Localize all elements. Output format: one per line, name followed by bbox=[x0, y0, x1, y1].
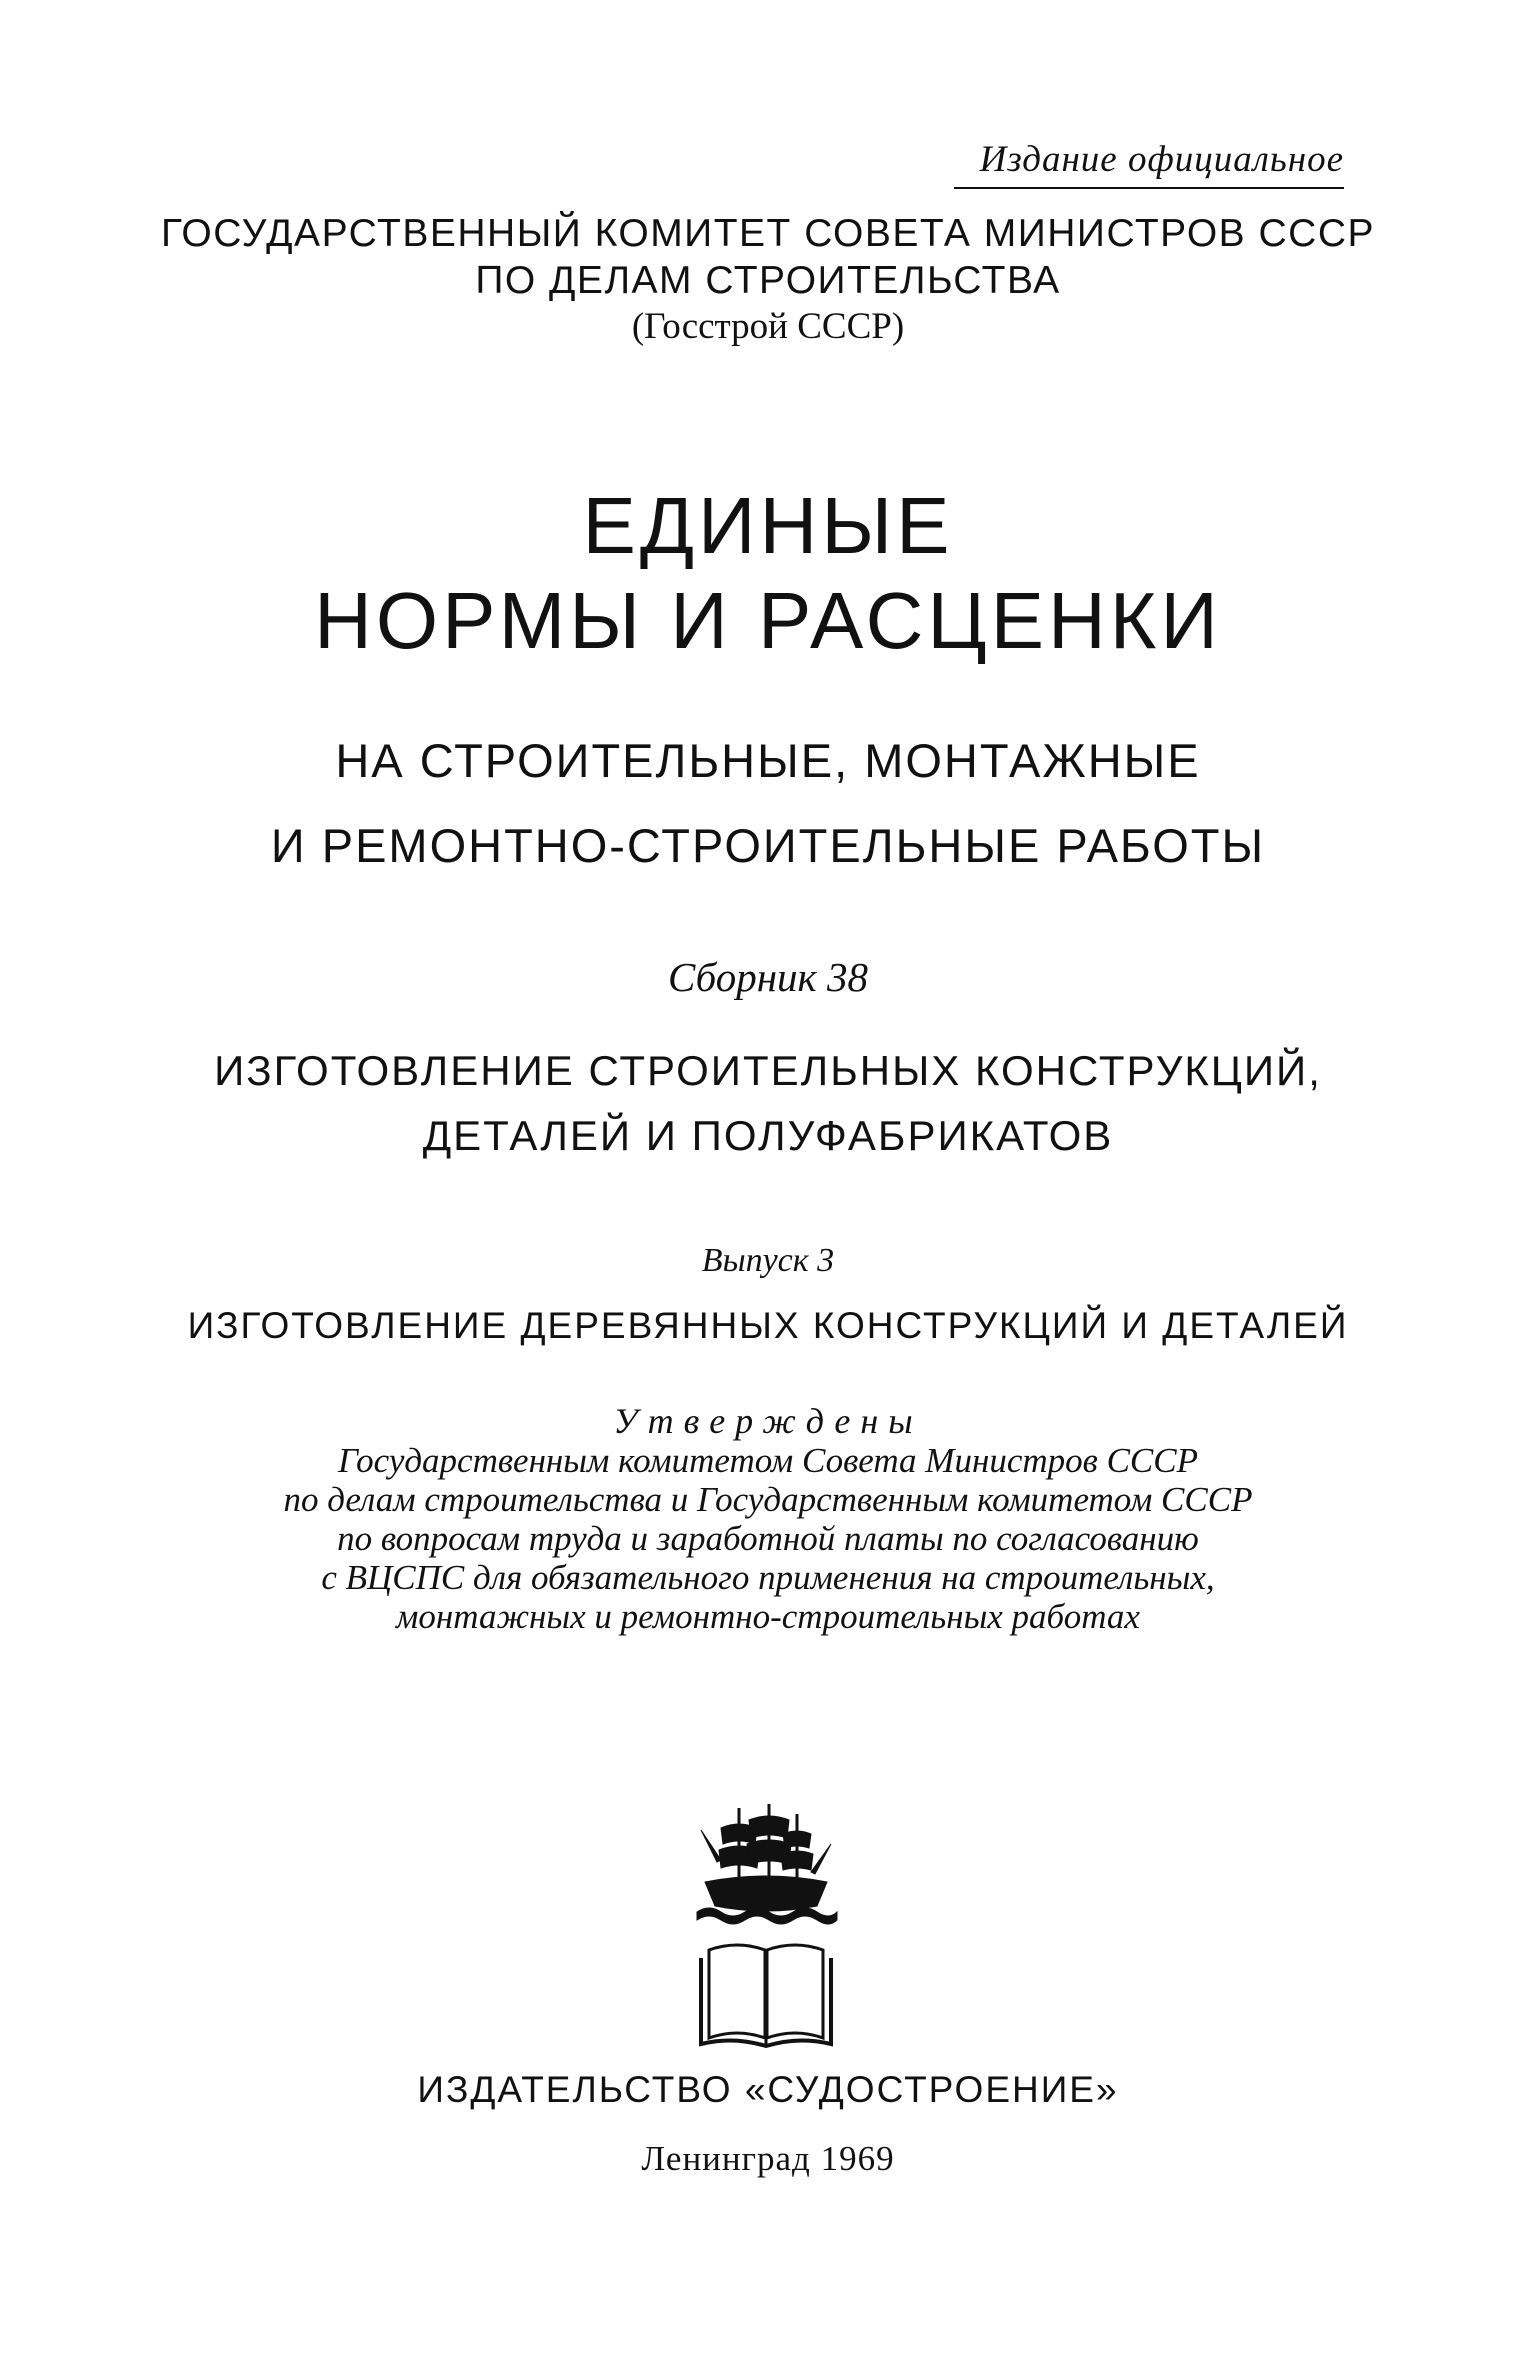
committee-abbreviation: (Госстрой СССР) bbox=[631, 306, 905, 347]
edition-note: Издание официальное bbox=[954, 138, 1344, 189]
publisher-name: ИЗДАТЕЛЬСТВО «СУДОСТРОЕНИЕ» bbox=[417, 2069, 1119, 2110]
approval-line-2: по делам строительства и Государственным комитетом СССР bbox=[283, 1480, 1253, 1519]
subtitle-line-2: И РЕМОНТНО-СТРОИТЕЛЬНЫЕ РАБОТЫ bbox=[270, 819, 1266, 872]
section-title-line-1: ИЗГОТОВЛЕНИЕ СТРОИТЕЛЬНЫХ КОНСТРУКЦИЙ, bbox=[214, 1047, 1322, 1094]
title-line-2: НОРМЫ И РАСЦЕНКИ bbox=[314, 576, 1222, 665]
approval-line-1: Государственным комитетом Совета Министров СССР bbox=[338, 1441, 1198, 1480]
title-line-1: ЕДИНЫЕ bbox=[582, 481, 954, 570]
ship-over-book-emblem-icon bbox=[691, 1800, 841, 2050]
collection-number: Сборник 38 bbox=[668, 954, 868, 1000]
committee-line-2: ПО ДЕЛАМ СТРОИТЕЛЬСТВА bbox=[475, 259, 1061, 302]
committee-line-1: ГОСУДАРСТВЕННЫЙ КОМИТЕТ СОВЕТА МИНИСТРОВ СССР bbox=[160, 212, 1376, 255]
approval-line-4: с ВЦСПС для обязательного применения на строительных, bbox=[321, 1558, 1215, 1597]
issue-title: ИЗГОТОВЛЕНИЕ ДЕРЕВЯННЫХ КОНСТРУКЦИЙ И ДЕТАЛЕЙ bbox=[187, 1305, 1349, 1346]
approval-heading: Утверждены bbox=[613, 1401, 923, 1441]
subtitle-line-1: НА СТРОИТЕЛЬНЫЕ, МОНТАЖНЫЕ bbox=[335, 734, 1201, 787]
city-and-year: Ленинград 1969 bbox=[641, 2139, 895, 2178]
approval-line-5: монтажных и ремонтно-строительных работах bbox=[396, 1597, 1140, 1636]
section-title-line-2: ДЕТАЛЕЙ И ПОЛУФАБРИКАТОВ bbox=[422, 1112, 1114, 1159]
issue-number: Выпуск 3 bbox=[701, 1242, 835, 1279]
approval-line-3: по вопросам труда и заработной платы по согласованию bbox=[337, 1519, 1199, 1558]
